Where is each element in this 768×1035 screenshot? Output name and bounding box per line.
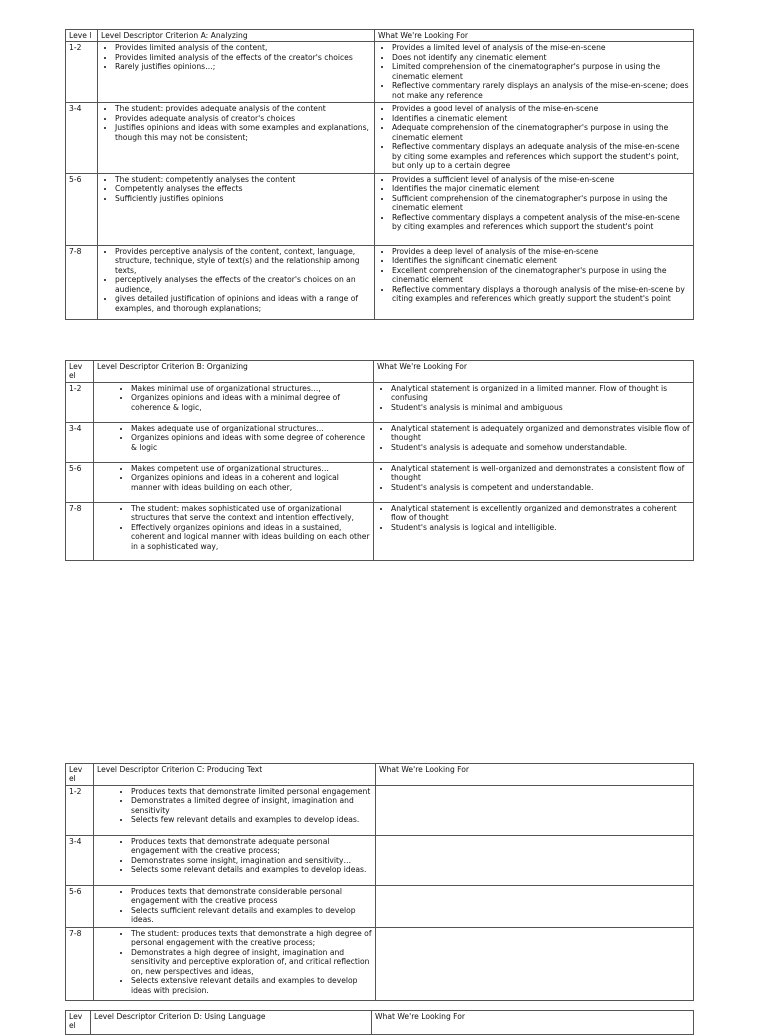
list-item: • Produces texts that demonstrate considerable personal engagement with the creative process <box>131 887 372 906</box>
list-item: • Makes adequate use of organizational structures… <box>131 424 370 433</box>
descriptor-cell <box>94 502 374 560</box>
list-item: • Produces texts that demonstrate limited personal engagement <box>131 787 372 796</box>
list-item: • Provides perceptive analysis of the content, context, language, structure, technique, style of text(s) and the relationship among texts, <box>115 247 371 275</box>
list-item: • Provides a limited level of analysis of the mise-en-scene <box>392 43 690 52</box>
descriptor-header: Level Descriptor Criterion D: Using Language <box>91 1011 372 1035</box>
table-row <box>66 462 694 502</box>
descriptor-cell <box>94 785 376 835</box>
level-cell: 5-6 <box>66 885 94 927</box>
level-cell: 1-2 <box>66 382 94 422</box>
list-item: • Demonstrates a high degree of insight, imagination and sensitivity and perceptive exploration of, and critical reflection on, new perspectives and ideas, <box>131 948 372 976</box>
list-item: • Effectively organizes opinions and ideas in a sustained, coherent and logical manner with ideas building on each other in a sophisticated way, <box>131 523 370 551</box>
table-header-row <box>66 30 694 42</box>
list-item: • Student's analysis is logical and intelligible. <box>391 523 690 532</box>
level-cell: 5-6 <box>66 462 94 502</box>
list-item: • Selects few relevant details and examples to develop ideas. <box>131 815 372 824</box>
looking-for-cell <box>375 103 694 173</box>
table-row <box>66 835 694 885</box>
looking-for-cell <box>374 462 694 502</box>
list-item: • Reflective commentary rarely displays an analysis of the mise-en-scene; does not make any reference <box>392 81 690 100</box>
list-item: • Analytical statement is organized in a limited manner. Flow of thought is confusing <box>391 384 690 403</box>
list-item: • Identifies the significant cinematic element <box>392 256 690 265</box>
list-item: • Provides limited analysis of the effects of the creator's choices <box>115 53 371 62</box>
table-header-row <box>66 1011 694 1035</box>
descriptor-header: Level Descriptor Criterion B: Organizing <box>94 361 374 383</box>
looking-for-cell <box>375 173 694 245</box>
looking-for-cell <box>376 927 694 1000</box>
table-row <box>66 42 694 103</box>
list-item: • Rarely justifies opinions…; <box>115 62 371 71</box>
descriptor-cell <box>94 382 374 422</box>
list-item: • Adequate comprehension of the cinematographer's purpose in using the cinematic element <box>392 123 690 142</box>
list-item: • Analytical statement is well-organized and demonstrates a consistent flow of thought <box>391 464 690 483</box>
list-item: • Analytical statement is excellently organized and demonstrates a coherent flow of thought <box>391 504 690 523</box>
table-row <box>66 927 694 1000</box>
list-item: • Provides a good level of analysis of the mise-en-scene <box>392 104 690 113</box>
level-cell: 7-8 <box>66 502 94 560</box>
list-item: • The student: competently analyses the content <box>115 175 371 184</box>
list-item: • Sufficiently justifies opinions <box>115 194 371 203</box>
list-item: • The student: provides adequate analysis of the content <box>115 104 371 113</box>
list-item: • Excellent comprehension of the cinematographer's purpose in using the cinematic element <box>392 266 690 285</box>
level-header: Lev el <box>66 1011 91 1035</box>
table-row <box>66 785 694 835</box>
list-item: • Reflective commentary displays a competent analysis of the mise-en-scene by citing examples and references which support the student's point <box>392 213 690 232</box>
looking-for-cell <box>374 502 694 560</box>
list-item: • Justifies opinions and ideas with some examples and explanations, though this may not be consistent; <box>115 123 371 142</box>
table-row <box>66 422 694 462</box>
table-header-row <box>66 361 694 383</box>
table-row <box>66 245 694 319</box>
list-item: • Identifies the major cinematic element <box>392 184 690 193</box>
descriptor-cell <box>98 103 375 173</box>
looking-for-cell <box>376 785 694 835</box>
list-item: • Limited comprehension of the cinematographer's purpose in using the cinematic element <box>392 62 690 81</box>
level-cell: 5-6 <box>66 173 98 245</box>
list-item: • Provides a sufficient level of analysis of the mise-en-scene <box>392 175 690 184</box>
level-cell: 3-4 <box>66 422 94 462</box>
table-row <box>66 173 694 245</box>
level-header: Leve l <box>66 30 98 42</box>
level-header: Lev el <box>66 361 94 383</box>
descriptor-cell <box>94 422 374 462</box>
descriptor-cell <box>94 885 376 927</box>
list-item: • Provides a deep level of analysis of the mise-en-scene <box>392 247 690 256</box>
descriptor-cell <box>98 245 375 319</box>
list-item: • Student's analysis is adequate and somehow understandable. <box>391 443 690 452</box>
looking-for-cell <box>375 245 694 319</box>
list-item: • Sufficient comprehension of the cinematographer's purpose in using the cinematic element <box>392 194 690 213</box>
level-cell: 3-4 <box>66 835 94 885</box>
table-header-row <box>66 764 694 786</box>
level-cell: 7-8 <box>66 927 94 1000</box>
criterion-b-table <box>65 360 694 561</box>
level-cell: 3-4 <box>66 103 98 173</box>
criterion-c-table <box>65 763 694 1001</box>
list-item: • Reflective commentary displays a thorough analysis of the mise-en-scene by citing examples and references which greatly support the student's point <box>392 285 690 304</box>
looking-for-cell <box>376 885 694 927</box>
looking-for-cell <box>375 42 694 103</box>
list-item: • Organizes opinions and ideas in a coherent and logical manner with ideas building on each other, <box>131 473 370 492</box>
list-item: • Analytical statement is adequately organized and demonstrates visible flow of thought <box>391 424 690 443</box>
list-item: • Makes competent use of organizational structures… <box>131 464 370 473</box>
descriptor-cell <box>98 42 375 103</box>
level-cell: 7-8 <box>66 245 98 319</box>
list-item: • Provides adequate analysis of creator's choices <box>115 114 371 123</box>
looking-for-header: What We're Looking For <box>372 1011 694 1035</box>
list-item: • Student's analysis is minimal and ambiguous <box>391 403 690 412</box>
list-item: • perceptively analyses the effects of the creator's choices on an audience, <box>115 275 371 294</box>
descriptor-header: Level Descriptor Criterion A: Analyzing <box>98 30 375 42</box>
criterion-d-table <box>65 1010 694 1035</box>
list-item: • Identifies a cinematic element <box>392 114 690 123</box>
descriptor-header: Level Descriptor Criterion C: Producing Text <box>94 764 376 786</box>
list-item: • Selects some relevant details and examples to develop ideas. <box>131 865 372 874</box>
descriptor-cell <box>94 835 376 885</box>
looking-for-header: What We're Looking For <box>374 361 694 383</box>
looking-for-header: What We're Looking For <box>376 764 694 786</box>
list-item: • gives detailed justification of opinions and ideas with a range of examples, and thorough explanations; <box>115 294 371 313</box>
list-item: • Produces texts that demonstrate adequate personal engagement with the creative process; <box>131 837 372 856</box>
criterion-a-table <box>65 29 694 320</box>
list-item: • Reflective commentary displays an adequate analysis of the mise-en-scene by citing some examples and references which support the student's point, but only up to a certain degree <box>392 142 690 170</box>
list-item: • Demonstrates a limited degree of insight, imagination and sensitivity <box>131 796 372 815</box>
looking-for-cell <box>376 835 694 885</box>
list-item: • Demonstrates some insight, imagination and sensitivity… <box>131 856 372 865</box>
list-item: • The student: makes sophisticated use of organizational structures that serve the context and intention effectively, <box>131 504 370 523</box>
level-cell: 1-2 <box>66 785 94 835</box>
looking-for-cell <box>374 382 694 422</box>
list-item: • Selects sufficient relevant details and examples to develop ideas. <box>131 906 372 925</box>
list-item: • Organizes opinions and ideas with a minimal degree of coherence & logic, <box>131 393 370 412</box>
list-item: • Provides limited analysis of the content, <box>115 43 371 52</box>
list-item: • The student: produces texts that demonstrate a high degree of personal engagement with the creative process; <box>131 929 372 948</box>
list-item: • Makes minimal use of organizational structures…, <box>131 384 370 393</box>
table-row <box>66 885 694 927</box>
list-item: • Student's analysis is competent and understandable. <box>391 483 690 492</box>
table-row <box>66 103 694 173</box>
list-item: • Does not identify any cinematic element <box>392 53 690 62</box>
table-row <box>66 382 694 422</box>
descriptor-cell <box>98 173 375 245</box>
list-item: • Competently analyses the effects <box>115 184 371 193</box>
level-cell: 1-2 <box>66 42 98 103</box>
list-item: • Selects extensive relevant details and examples to develop ideas with precision. <box>131 976 372 995</box>
looking-for-header: What We're Looking For <box>375 30 694 42</box>
level-header: Lev el <box>66 764 94 786</box>
looking-for-cell <box>374 422 694 462</box>
descriptor-cell <box>94 462 374 502</box>
table-row <box>66 502 694 560</box>
list-item: • Organizes opinions and ideas with some degree of coherence & logic <box>131 433 370 452</box>
descriptor-cell <box>94 927 376 1000</box>
